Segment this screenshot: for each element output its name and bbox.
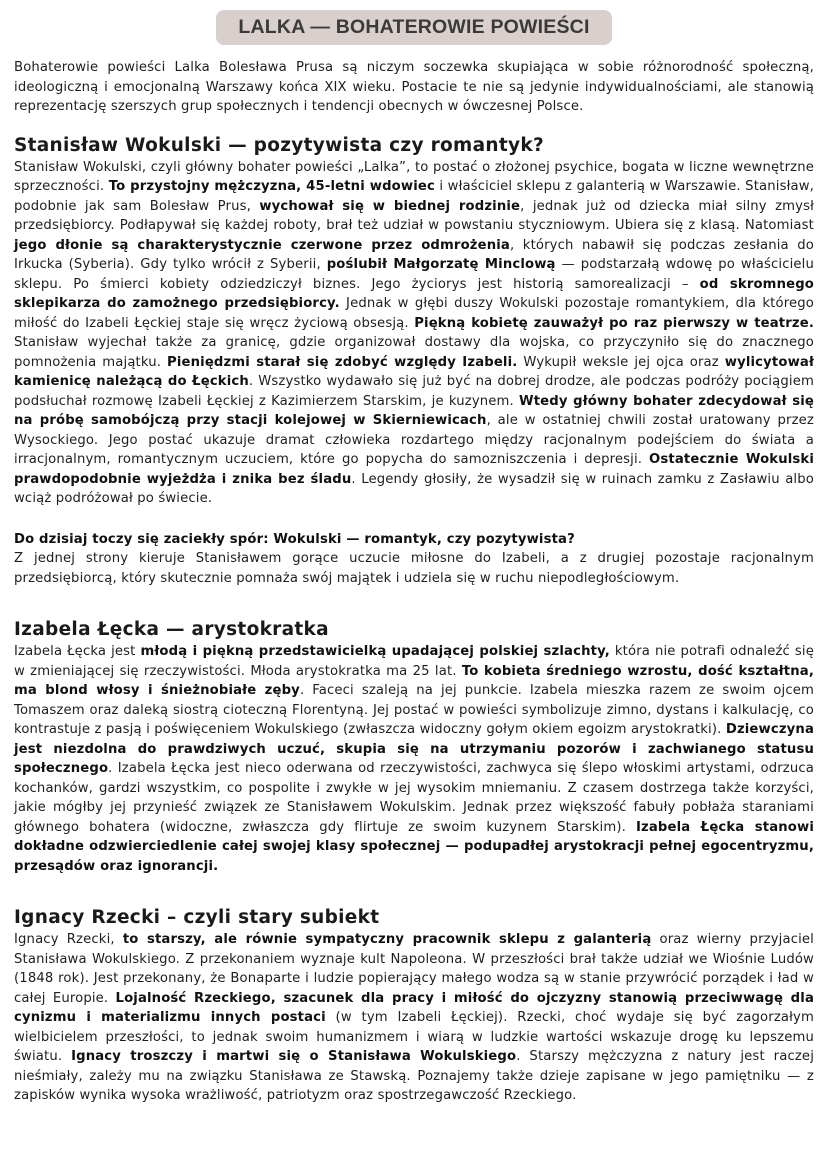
section-heading-izabela: Izabela Łęcka — arystokratka xyxy=(14,619,329,640)
bold-text-run: to starszy, ale równie sympatyczny pracownik sklepu z galanterią xyxy=(122,932,652,947)
bold-text-run: Ostatecznie Wokulski prawdopodobnie wyjeżdża i znika bez śladu xyxy=(14,452,815,487)
section-body-wokulski xyxy=(14,158,814,509)
text-run: . Wszystko wydawało się już być na dobrej drodze, ale podczas podróży pociągiem podsłuchał rozmowę Izabeli Łęckiej z Kazimierzem Starskim, je kuzynem. xyxy=(14,374,814,409)
section-body-izabela xyxy=(14,642,814,876)
dispute-answer: Z jednej strony kieruje Stanisławem gorące uczucie miłosne do Izabeli, a z drugiej pozostaje racjonalnym przedsiębiorcą, który skutecznie pomnaża swój majątek i udziela się w ruchu niepodległościowym. xyxy=(14,551,814,586)
bold-text-run: Wtedy główny bohater zdecydował się na próbę samobójczą przy stacji kolejowej w Skierniewicach xyxy=(14,393,814,428)
text-run: Izabela Łęcka jest xyxy=(14,644,141,659)
intro-paragraph: Bohaterowie powieści Lalka Bolesława Prusa są niczym soczewka skupiająca w sobie różnorodność społeczną, ideologiczną i emocjonalną Warszawy końca XIX wieku. Postacie te nie są jedynie indywidualnościami, ale stanowią reprezentację szerszych grup społecznych i tendencji obecnych w ówczesnej Polsce. xyxy=(14,60,814,114)
text-run: oraz wierny przyjaciel Stanisława Wokulskiego. Z przekonaniem wyznaje kult Napoleona. W przeszłości brał także udział we Wiośnie Ludów (1848 rok). Jest przekonany, że Bonaparte i ludzie popierający małego wodza są w stanie przywrócić porządek i ład w całej Europie. xyxy=(14,932,814,1006)
text-run: która nie potrafi odnaleźć się w zmieniającej się rzeczywistości. Młoda arystokratka ma 25 lat. xyxy=(14,644,814,679)
text-run: , jednak już od dziecka miał silny zmysł przedsiębiorcy. Podłapywał się każdej roboty, brał też udział w powstaniu styczniowym. Ubiera się z klasą. Natomiast xyxy=(14,198,815,233)
text-run: , których nabawił się podczas zesłania do Irkucka (Syberia). Gdy tylko wrócił z Syberii, xyxy=(14,237,814,272)
text-run: (w tym Izabeli Łęckiej). Rzecki, choć wydaje się być zagorzałym wielbicielem przeszłości, to jednak swoim humanizmem i wiarą w ludzkie wartości wskazuje drogę ku lepszemu światu. xyxy=(14,1010,814,1064)
dispute-question-text: Do dzisiaj toczy się zaciekły spór: Wokulski — romantyk, czy pozytywista? xyxy=(14,531,575,547)
title-wrapper xyxy=(14,10,814,45)
text-run: . Faceci szaleją na jej punkcie. Izabela mieszka razem ze swoim ojcem Tomaszem oraz daleką siostrą cioteczną Florentyną. Jej postać w powieści symbolizuje zimno, dystans i kalkulację, co kontrastuje z pasją i poświęceniem Wokulskiego (zwłaszcza widoczny gołym okiem egoizm arystokratki). xyxy=(14,683,814,737)
text-run: Stanisław Wokulski, czyli główny bohater powieści „Lalka”, to postać o złożonej psychice, bogata w liczne wewnętrzne sprzeczności. xyxy=(14,159,814,194)
section-body-rzecki xyxy=(14,930,814,1106)
bold-text-run: Pieniędzmi starał się zdobyć względy Izabeli. xyxy=(167,354,518,370)
document-title: LALKA — BOHATEROWIE POWIEŚCI xyxy=(216,10,611,45)
bold-text-run: jego dłonie są charakterystycznie czerwone przez odmrożenia xyxy=(14,237,510,253)
bold-text-run: Dziewczyna jest niezdolna do prawdziwych uczuć, skupia się na utrzymaniu pozorów i zachwianego statusu społecznego xyxy=(14,722,814,776)
text-run: . Legendy głosiły, że wysadził się w ruinach zamku z Zasławiu albo wciąż podróżował po świecie. xyxy=(14,471,814,506)
bold-text-run: Ignacy troszczy i martwi się o Stanisława Wokulskiego xyxy=(71,1049,517,1064)
bold-text-run: To przystojny mężczyzna, 45-letni wdowiec xyxy=(108,179,435,194)
bold-text-run: od skromnego sklepikarza do zamożnego przedsiębiorcy. xyxy=(14,276,815,311)
bold-text-run: wylicytował kamienicę należącą do Łęckich xyxy=(14,354,814,389)
bold-text-run: młodą i piękną przedstawicielką upadającej polskiej szlachty, xyxy=(140,644,610,659)
text-run: Wykupił weksle jej ojca oraz xyxy=(517,354,725,370)
text-run: Jednak w głębi duszy Wokulski pozostaje romantykiem, dla którego miłość do Izabeli Łęckiej staje się wręcz życiową obsesją. xyxy=(14,296,814,331)
section-heading-wokulski: Stanisław Wokulski — pozytywista czy romantyk? xyxy=(14,134,544,156)
document-page xyxy=(14,10,814,1106)
text-run: . Izabela Łęcka jest nieco oderwana od rzeczywistości, zachwyca się ślepo włoskimi artystami, odrzuca kochanków, gardzi wszystkim, co pospolite i zwykłe w jej wysokim mniemaniu. Z czasem dostrzega także korzyści, jakie mógłby jej przynieść związek ze Stanisławem Wokulskim. Jednak przez większość fabuły pobłaża staraniami głównego bohatera (widoczne, zwłaszcza gdy flirtuje ze swoim kuzynem Starskim). xyxy=(14,761,814,835)
text-run: — podstarzałą wdowę po właścicielu sklepu. Po śmierci kobiety odziedziczył biznes. Jego życiorys jest historią samorealizacji – xyxy=(14,257,814,292)
bold-text-run: To kobieta średniego wzrostu, dość kształtna, ma blond włosy i śnieżnobiałe zęby xyxy=(14,663,814,698)
bold-text-run: poślubił Małgorzatę Minclową xyxy=(326,257,556,272)
text-run: i właściciel sklepu z galanterią w Warszawie. Stanisław, podobnie jak sam Bolesław Prus, xyxy=(14,179,815,214)
text-run: . Starszy mężczyzna z natury jest raczej nieśmiały, zależy mu na związku Stanisława ze Stawską. Poznajemy także dzieje zapisane w jego pamiętniku — z zapisków wynika wysoka wrażliwość, patriotyzm oraz spostrzegawczość Rzeckiego. xyxy=(14,1049,815,1103)
text-run: Ignacy Rzecki, xyxy=(14,932,123,947)
bold-text-run: Piękną kobietę zauważył po raz pierwszy w teatrze. xyxy=(414,315,814,331)
bold-text-run: wychował się w biednej rodzinie xyxy=(259,198,521,214)
bold-text-run: Izabela Łęcka stanowi dokładne odzwierciedlenie całej swojej klasy społecznej — podupadłej arystokracji pełnej egocentryzmu, przesądów oraz ignorancji. xyxy=(14,819,815,874)
dispute-question xyxy=(14,530,814,550)
bold-text-run: Lojalność Rzeckiego, szacunek dla pracy i miłość do ojczyzny stanowią przeciwwagę dla cynizmu i materializmu innych postaci xyxy=(14,990,814,1025)
section-heading-rzecki: Ignacy Rzecki – czyli stary subiekt xyxy=(14,907,380,928)
text-run: Stanisław wyjechał także za granicę, gdzie organizował dostawy dla wojska, co przyczyniło się do znacznego pomnożenia majątku. xyxy=(14,335,814,370)
text-run: , ale w ostatniej chwili został uratowany przez Wysockiego. Jego postać ukazuje dramat człowieka rozdartego między racjonalnym podejściem do świata a irracjonalnym, romantycznym uczuciem, które go popycha do samozniszczenia i depresji. xyxy=(14,413,814,467)
